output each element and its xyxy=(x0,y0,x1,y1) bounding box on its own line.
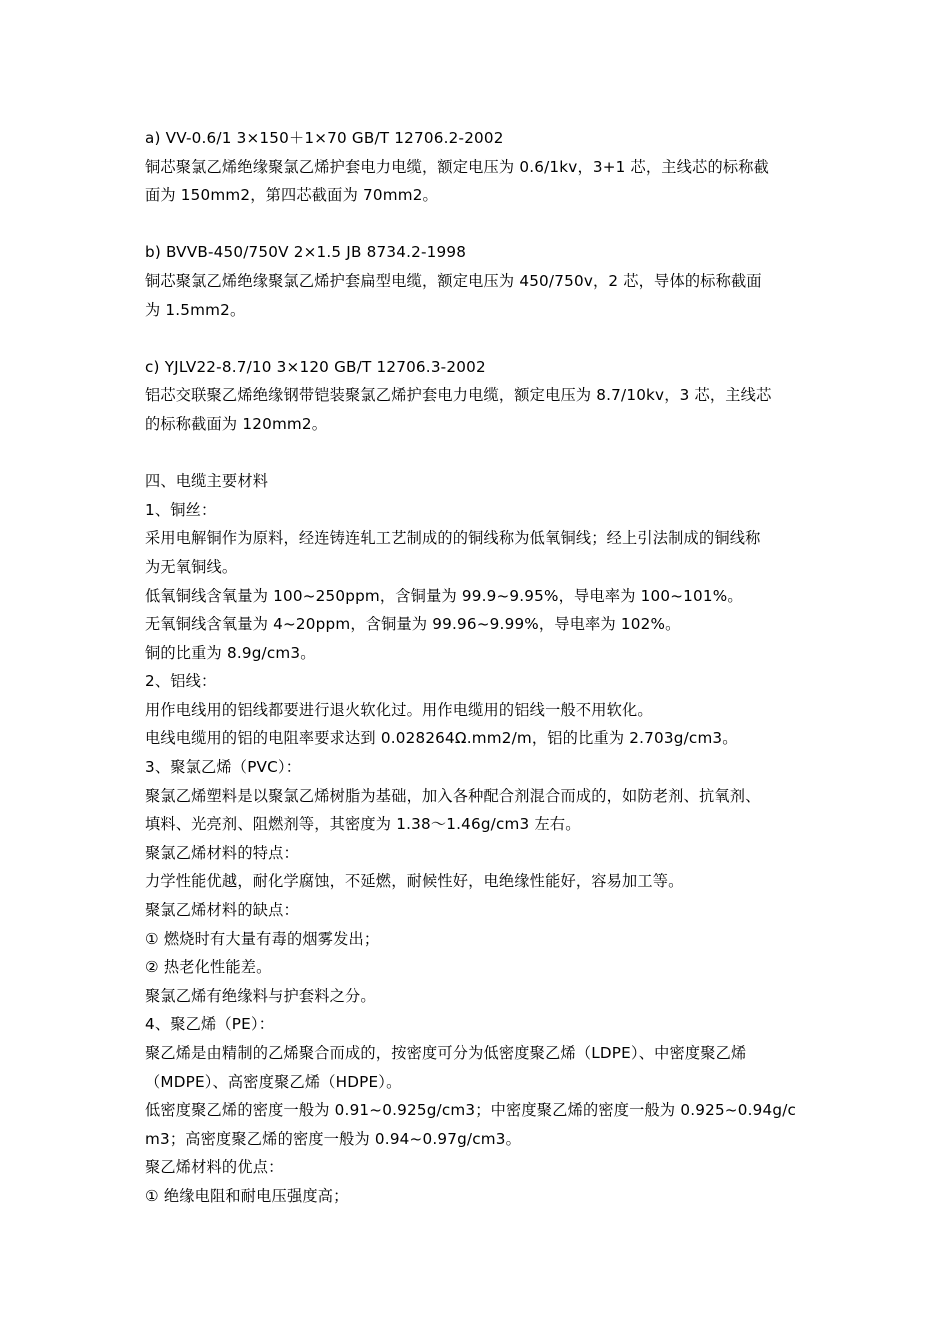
paragraph-line: 力学性能优越，耐化学腐蚀，不延燃，耐候性好，电绝缘性能好，容易加工等。 xyxy=(145,872,684,891)
paragraph-line: 聚氯乙烯材料的特点： xyxy=(145,843,299,862)
list-item: ② 热老化性能差。 xyxy=(145,958,272,977)
list-item: ① 绝缘电阻和耐电压强度高； xyxy=(145,1186,349,1205)
paragraph-line: 用作电线用的铝线都要进行退火软化过。用作电缆用的铝线一般不用软化。 xyxy=(145,700,653,719)
paragraph-line: 为无氧铜线。 xyxy=(145,557,238,576)
model-b-desc-line-1: 铜芯聚氯乙烯绝缘聚氯乙烯护套扁型电缆，额定电压为 450/750v，2 芯，导体的标称截面 xyxy=(145,271,762,290)
model-b-desc-line-2: 为 1.5mm2。 xyxy=(145,300,246,319)
model-a-desc-line-1: 铜芯聚氯乙烯绝缘聚氯乙烯护套电力电缆，额定电压为 0.6/1kv，3+1 芯，主线芯的标称截 xyxy=(145,157,769,176)
paragraph-line: 填料、光亮剂、阻燃剂等，其密度为 1.38～1.46g/cm3 左右。 xyxy=(145,815,581,834)
subsection-copper: 1、铜丝： xyxy=(145,500,217,519)
document-body xyxy=(145,124,810,1211)
subsection-aluminum: 2、铝线： xyxy=(145,672,217,691)
subsection-pe: 4、聚乙烯（PE）： xyxy=(145,1015,275,1034)
model-a-desc-line-2: 面为 150mm2，第四芯截面为 70mm2。 xyxy=(145,186,438,205)
paragraph-line: 低氧铜线含氧量为 100~250ppm，含铜量为 99.9~9.95%，导电率为 100~101%。 xyxy=(145,586,743,605)
blank-line xyxy=(145,210,810,239)
paragraph-line: 采用电解铜作为原料，经连铸连轧工艺制成的的铜线称为低氧铜线；经上引法制成的铜线称 xyxy=(145,529,761,548)
blank-line xyxy=(145,439,810,468)
paragraph-line: 聚氯乙烯有绝缘料与护套料之分。 xyxy=(145,986,376,1005)
paragraph-line: m3；高密度聚乙烯的密度一般为 0.94~0.97g/cm3。 xyxy=(145,1129,522,1148)
section-heading: 四、电缆主要材料 xyxy=(145,472,269,491)
paragraph-line: 聚氯乙烯材料的缺点： xyxy=(145,901,299,920)
paragraph-line: （MDPE）、高密度聚乙烯（HDPE）。 xyxy=(145,1072,402,1091)
model-c-code: c) YJLV22-8.7/10 3×120 GB/T 12706.3-2002 xyxy=(145,357,486,376)
model-b-code: b) BVVB-450/750V 2×1.5 JB 8734.2-1998 xyxy=(145,243,467,262)
subsection-pvc: 3、聚氯乙烯（PVC）： xyxy=(145,758,302,777)
paragraph-line: 低密度聚乙烯的密度一般为 0.91~0.925g/cm3；中密度聚乙烯的密度一般为 0.925~0.94g/c xyxy=(145,1101,797,1120)
blank-line xyxy=(145,324,810,353)
paragraph-line: 聚乙烯材料的优点： xyxy=(145,1158,284,1177)
paragraph-line: 聚氯乙烯塑料是以聚氯乙烯树脂为基础，加入各种配合剂混合而成的，如防老剂、抗氧剂、 xyxy=(145,786,761,805)
paragraph-line: 电线电缆用的铝的电阻率要求达到 0.028264Ω.mm2/m，铝的比重为 2.703g/cm3。 xyxy=(145,729,738,748)
paragraph-line: 铜的比重为 8.9g/cm3。 xyxy=(145,643,316,662)
paragraph-line: 聚乙烯是由精制的乙烯聚合而成的，按密度可分为低密度聚乙烯（LDPE）、中密度聚乙烯 xyxy=(145,1044,747,1062)
model-c-desc-line-2: 的标称截面为 120mm2。 xyxy=(145,414,328,433)
list-item: ① 燃烧时有大量有毒的烟雾发出； xyxy=(145,929,380,948)
model-c-desc-line-1: 铝芯交联聚乙烯绝缘钢带铠装聚氯乙烯护套电力电缆，额定电压为 8.7/10kv，3 芯，主线芯 xyxy=(145,386,772,405)
model-a-code: a) VV-0.6/1 3×150＋1×70 GB/T 12706.2-2002 xyxy=(145,129,504,147)
paragraph-line: 无氧铜线含氧量为 4~20ppm，含铜量为 99.96~9.99%，导电率为 102%。 xyxy=(145,615,681,634)
